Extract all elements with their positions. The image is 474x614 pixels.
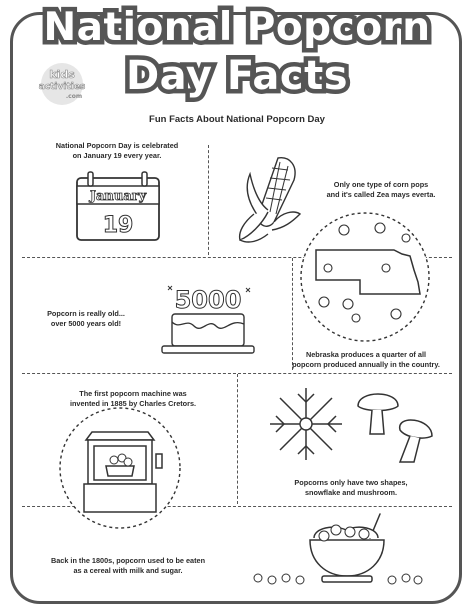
- fact-text: as a cereal with milk and sugar.: [73, 566, 183, 575]
- divider: [208, 145, 209, 255]
- logo-text-com: .com: [65, 93, 83, 100]
- calendar-icon: [72, 172, 164, 244]
- calendar-day: 19: [102, 213, 134, 238]
- cake-number: 5000: [174, 286, 242, 314]
- fact-popcorn-cereal: [40, 556, 216, 576]
- birthday-cake-icon: [158, 278, 256, 358]
- logo-text-kids: kids: [49, 68, 75, 81]
- fact-text: popcorn produced annually in the country.: [292, 360, 440, 369]
- fact-text: Nebraska produces a quarter of all: [305, 350, 427, 359]
- fact-text: and it's called Zea mays everta.: [326, 190, 436, 199]
- snowflake-icon: [266, 384, 346, 464]
- divider: [237, 374, 238, 504]
- fact-popcorn-age: [26, 309, 146, 329]
- fact-text: Popcorns only have two shapes,: [294, 478, 408, 487]
- fact-nebraska: [278, 350, 454, 370]
- fact-corn-type: [306, 180, 456, 200]
- fact-text: over 5000 years old!: [50, 319, 122, 328]
- nebraska-map-icon: [298, 210, 432, 344]
- corn-icon: [228, 152, 306, 247]
- popcorn-machine-icon: [58, 406, 182, 530]
- title-line-1: National Popcorn: [43, 5, 431, 50]
- popcorn-bowl-icon: [250, 508, 426, 592]
- subtitle: Fun Facts About National Popcorn Day: [149, 114, 325, 125]
- fact-text: Popcorn is really old...: [47, 309, 125, 318]
- fact-text: National Popcorn Day is celebrated: [55, 141, 179, 150]
- kids-activities-logo: [28, 62, 96, 108]
- fact-popcorn-day: [42, 141, 192, 161]
- fact-text: invented in 1885 by Charles Cretors.: [69, 399, 197, 408]
- fact-popcorn-shapes: [276, 478, 426, 498]
- logo-text-activities: activities: [38, 82, 86, 92]
- fact-text: Only one type of corn pops: [333, 180, 429, 189]
- mushroom-icon: [352, 384, 438, 468]
- calendar-month: January: [89, 189, 147, 204]
- fact-text: Back in the 1800s, popcorn used to be eaten: [50, 556, 206, 565]
- fact-text: snowflake and mushroom.: [304, 488, 398, 497]
- fact-text: on January 19 every year.: [72, 151, 162, 160]
- title-line-2: Day Facts: [125, 53, 349, 99]
- fact-text: The first popcorn machine was: [79, 389, 187, 398]
